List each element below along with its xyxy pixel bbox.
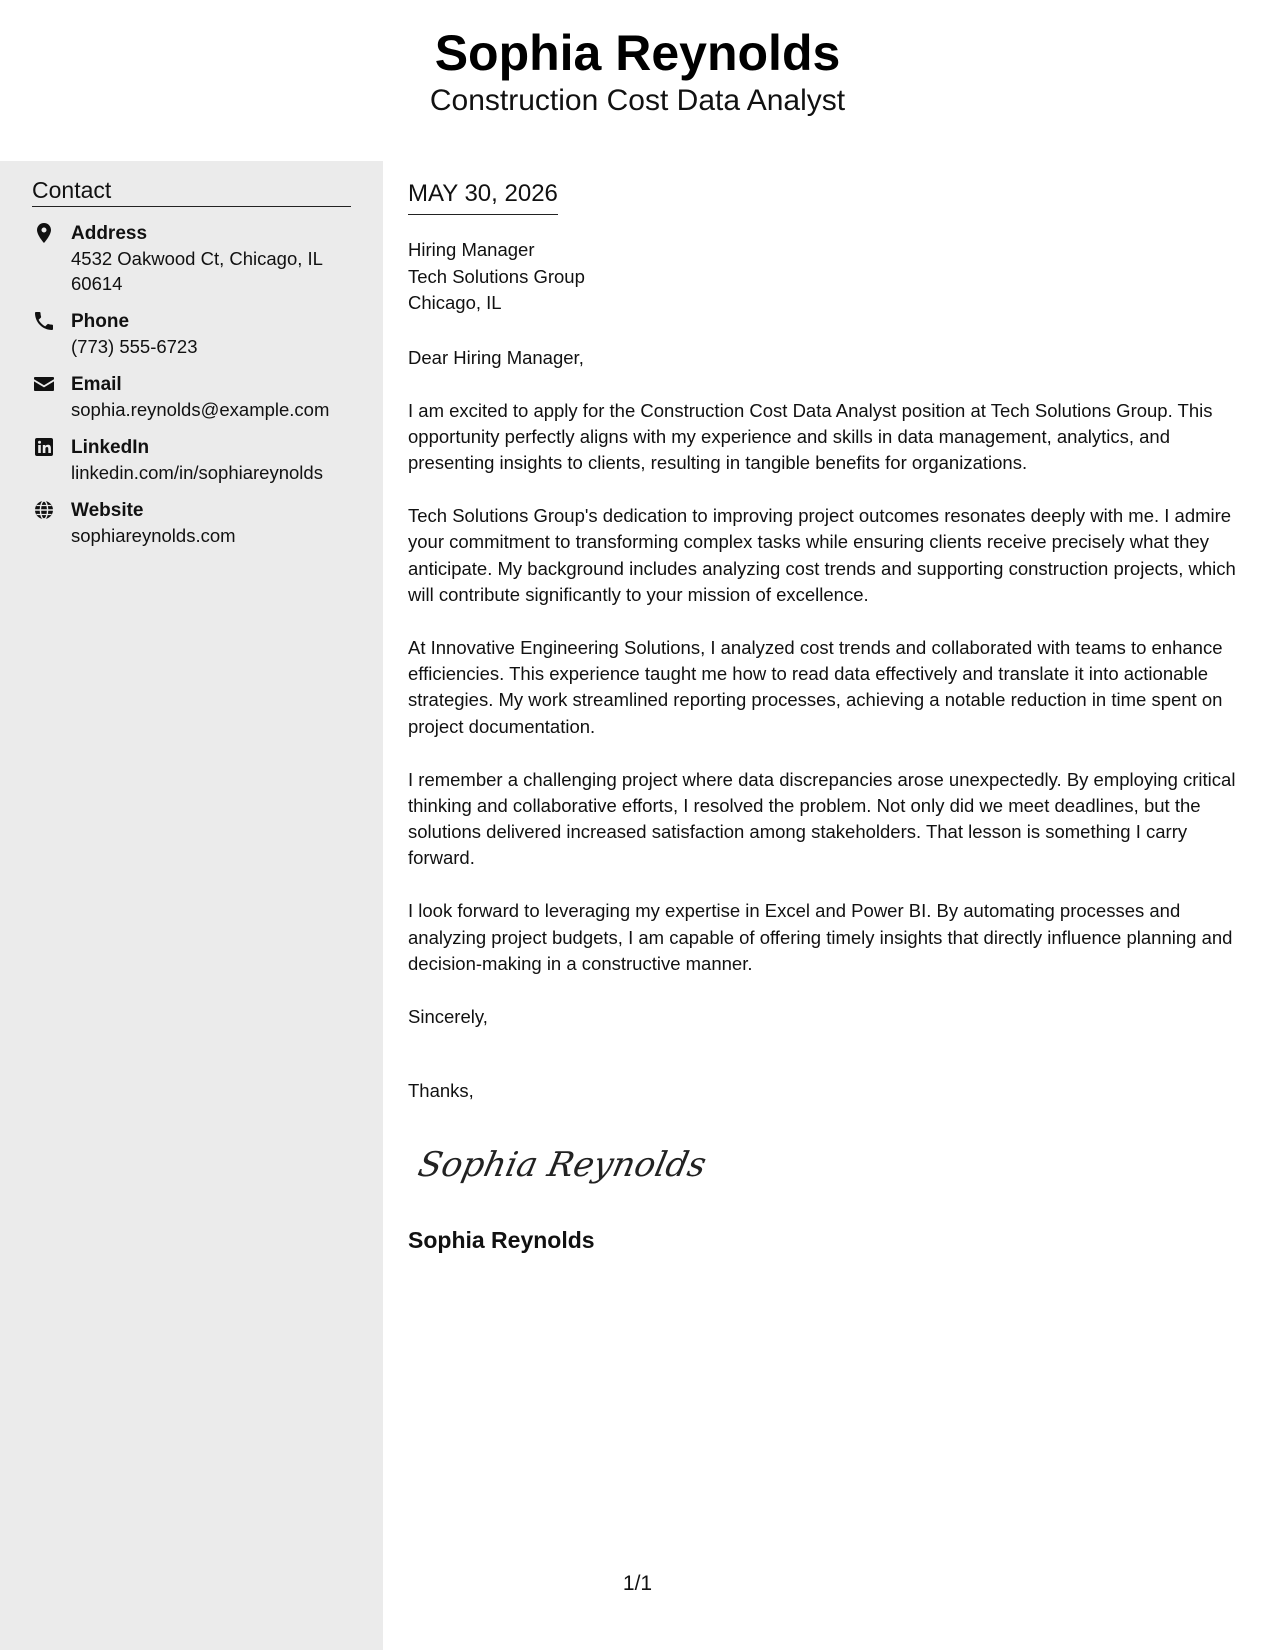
page-number: 1/1 [622,1572,653,1595]
contact-label: Email [71,374,122,395]
contact-value: (773) 555-6723 [71,336,198,357]
contact-item-address [32,221,362,296]
map-pin-icon [32,221,56,245]
envelope-icon [32,372,56,396]
candidate-name: Sophia Reynolds [434,25,841,81]
letter-paragraph: I am excited to apply for the Construction Cost Data Analyst position at Tech Solutions Group. This opportunity perfectly aligns with my experience and skills in data management, analytics, and presenting insights to clients, resulting in tangible benefits for organizations. [408,399,1213,474]
job-title: Construction Cost Data Analyst [429,84,846,117]
contact-item-email [32,372,362,422]
letter-paragraph: At Innovative Engineering Solutions, I analyzed cost trends and collaborated with teams to enhance efficiencies. This experience taught me how to read data effectively and translate it into actionable strategies. My work streamlined reporting processes, achieving a notable reduction in time spent on project documentation. [408,636,1223,737]
contact-value: sophia.reynolds@example.com [71,399,330,420]
contact-label: Phone [71,311,130,332]
recipient-name: Hiring Manager [408,239,535,260]
salutation: Dear Hiring Manager, [408,347,584,368]
signed-name: Sophia Reynolds [408,1227,595,1253]
letter-paragraph: I look forward to leveraging my expertise in Excel and Power BI. By automating processes and analyzing project budgets, I am capable of offering timely insights that directly influence planning and decision-making in a constructive manner. [408,900,1233,974]
signature-text: Sophia Reynolds [414,1145,710,1185]
letter-paragraph: I remember a challenging project where data discrepancies arose unexpectedly. By employing critical thinking and collaborative efforts, I resolved the problem. Not only did we meet deadlines, but the solutions delivered increased satisfaction among stakeholders. That lesson is something I carry forward. [408,768,1236,869]
contact-value: 4532 Oakwood Ct, Chicago, IL 60614 [71,248,323,294]
recipient-location: Chicago, IL [408,292,502,313]
contact-item-phone [32,309,362,359]
document-header [0,0,1275,161]
contact-label: Website [71,500,144,521]
linkedin-icon [32,435,56,459]
thanks: Thanks, [408,1079,474,1101]
recipient-company: Tech Solutions Group [408,265,585,287]
contact-item-website [32,498,362,548]
contact-label: Address [71,223,148,244]
contact-sidebar [0,161,383,1650]
phone-icon [32,309,56,333]
letter-content [408,345,1252,1131]
letter-paragraph: Tech Solutions Group's dedication to improving project outcomes resonates deeply with me. I admire your commitment to transforming complex tasks while ensuring clients receive precisely what they anticipate. My background includes analyzing cost trends and supporting construction projects, which will contribute significantly to your mission of excellence. [408,505,1236,606]
contact-label: LinkedIn [71,437,150,458]
contact-item-linkedin [32,435,362,485]
recipient-block [408,237,585,317]
signature-image [414,1136,710,1196]
contact-value: sophiareynolds.com [71,525,236,546]
letter-date: MAY 30, 2026 [408,178,558,215]
closing: Sincerely, [408,1005,488,1027]
globe-icon [32,498,56,522]
contact-value: linkedin.com/in/sophiareynolds [71,462,323,483]
contact-list [32,221,362,561]
contact-heading: Contact [32,175,351,207]
